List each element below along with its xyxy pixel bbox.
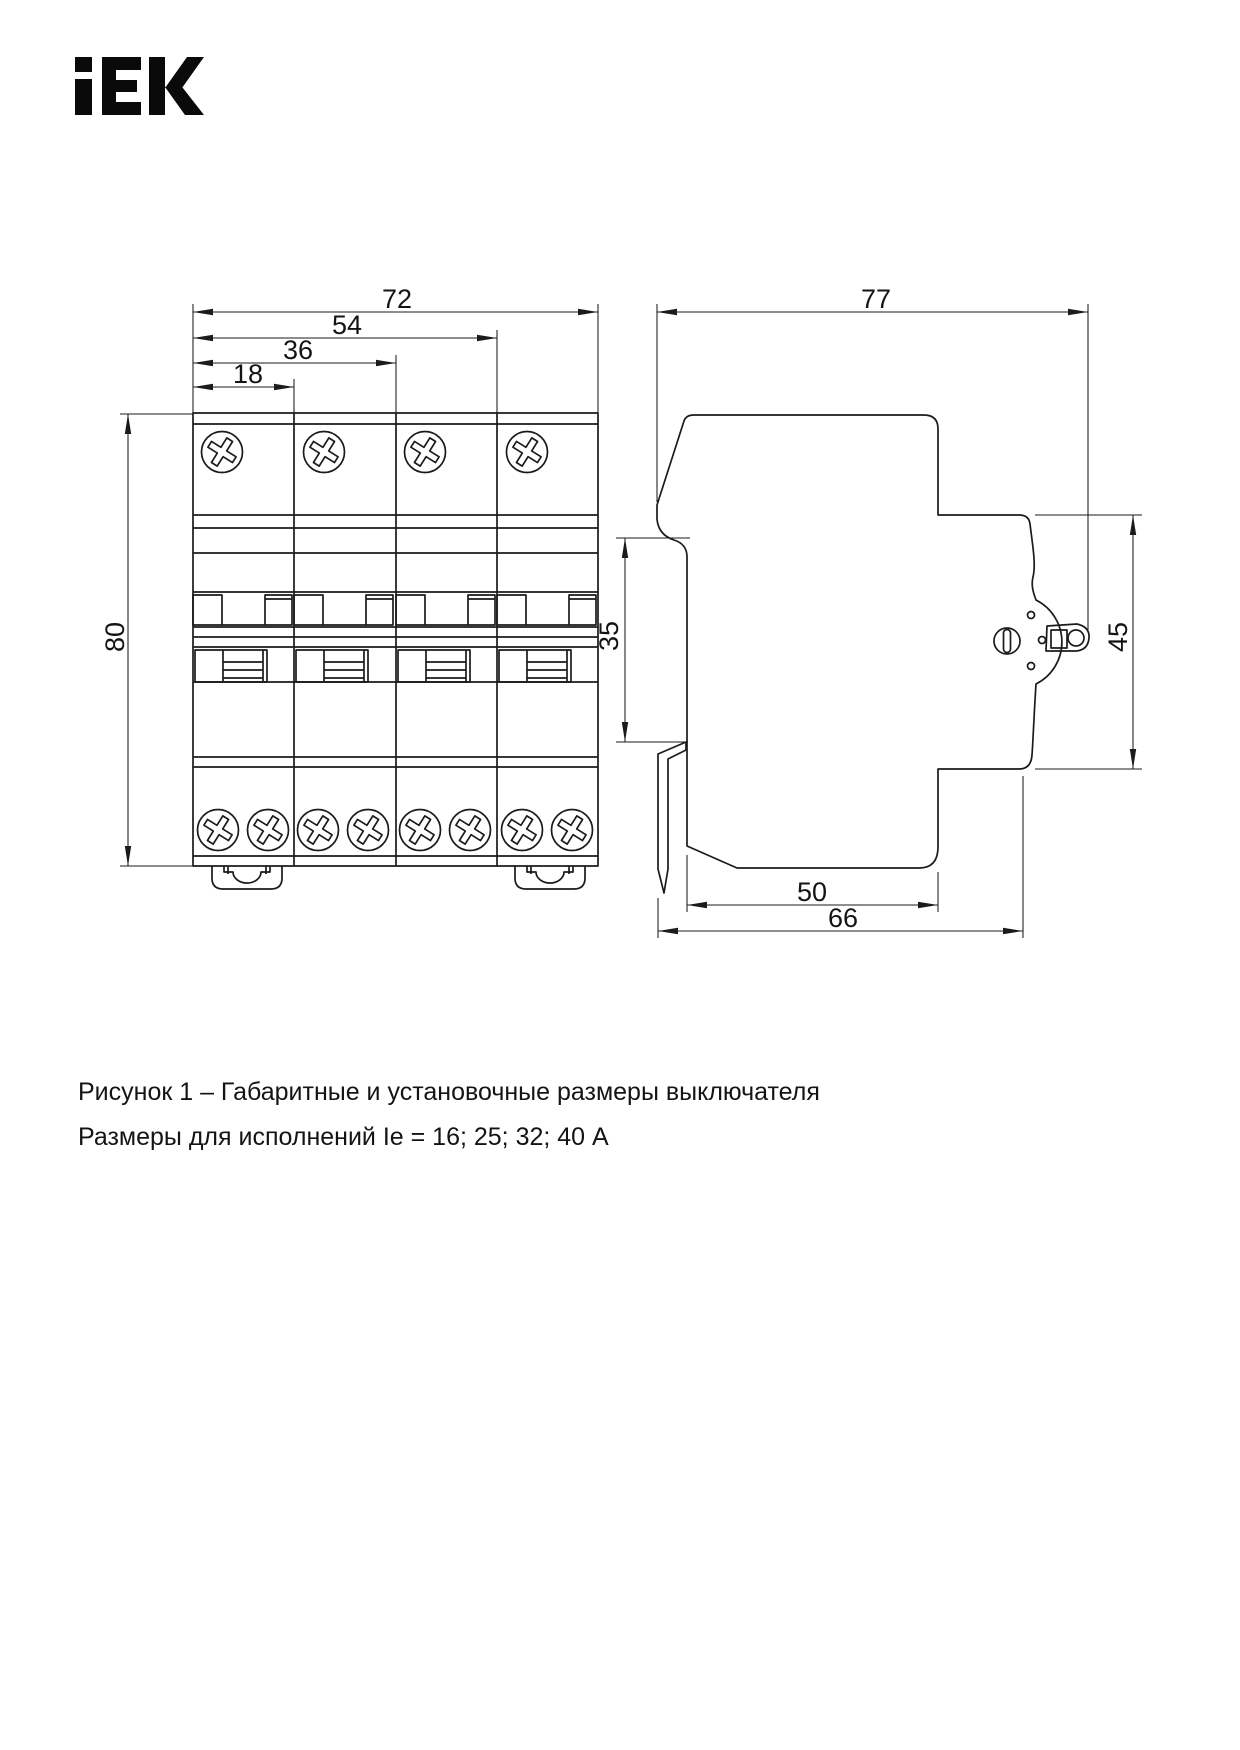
figure-caption: [78, 1078, 820, 1151]
dim-label-80: 80: [100, 621, 130, 653]
dim-label-45: 45: [1103, 621, 1133, 653]
dim-front-height: [100, 414, 205, 866]
terminal-screws-top: [202, 432, 548, 473]
dim-side-rail-slot: [594, 538, 690, 742]
toggle-mechanism: [994, 612, 1089, 670]
dim-front-widths: [193, 284, 598, 413]
dim-label-66: 66: [827, 903, 859, 933]
dim-label-50: 50: [796, 877, 828, 907]
dim-label-54: 54: [331, 310, 363, 340]
caption-line1: Рисунок 1 – Габаритные и установочные размеры выключателя: [78, 1078, 820, 1106]
iek-logo: [75, 57, 204, 115]
caption-line2: Размеры для исполнений Ie = 16; 25; 32; 40 А: [78, 1123, 609, 1151]
side-view-drawing: [657, 415, 1089, 893]
pole-toggle: [497, 595, 596, 682]
front-view-drawing: [193, 413, 598, 889]
din-latch: [658, 742, 686, 893]
terminal-screws-bottom: [198, 810, 593, 851]
pole-toggle: [396, 595, 495, 682]
dim-label-18: 18: [232, 359, 264, 389]
dim-side-depth: [657, 284, 1088, 630]
pole-toggle: [193, 595, 292, 682]
dim-label-77: 77: [860, 284, 892, 314]
dim-label-35: 35: [594, 620, 624, 652]
dim-label-36: 36: [282, 335, 314, 365]
din-clips: [212, 866, 585, 889]
dim-label-72: 72: [381, 284, 413, 314]
pole-toggle: [294, 595, 393, 682]
